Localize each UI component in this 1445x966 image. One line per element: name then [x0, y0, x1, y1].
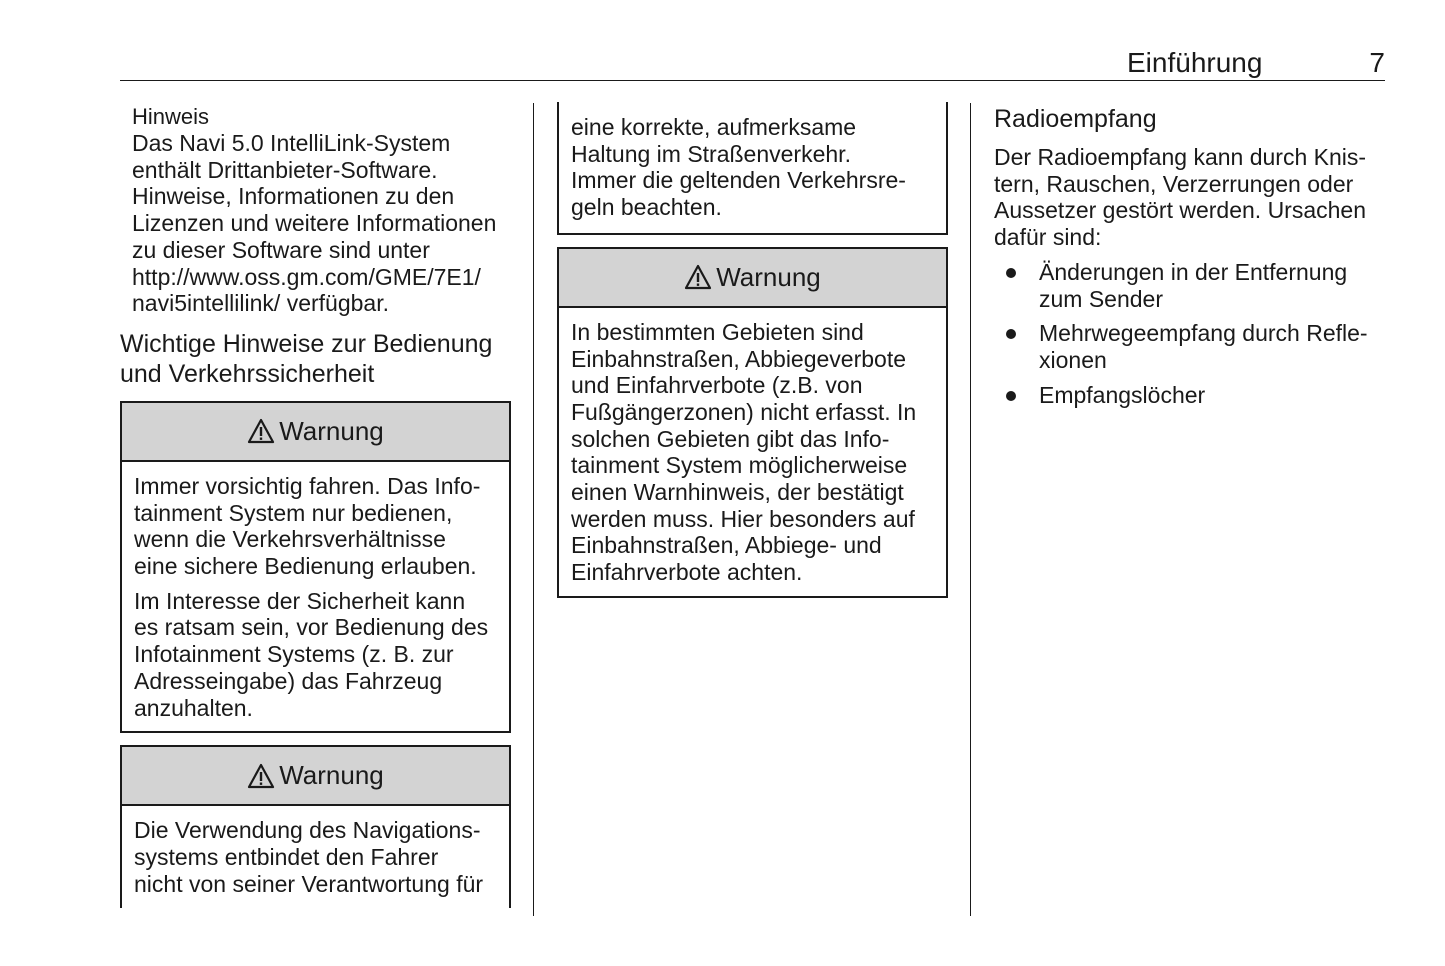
warning-paragraph — [134, 588, 497, 722]
intro-line: tern, Rauschen, Verzerrungen oder — [994, 170, 1354, 197]
warning-line: eine sichere Bedienung erlauben. — [134, 553, 477, 580]
warning-header — [122, 747, 509, 806]
list-item — [994, 382, 1385, 409]
column-3 — [994, 104, 1385, 416]
cause-list — [994, 259, 1385, 409]
warning-line: es ratsam sein, vor Bedienung des — [134, 614, 489, 641]
warning-line: Infotainment Systems (z. B. zur — [134, 641, 454, 668]
warning-body — [559, 308, 946, 596]
bullet-icon — [1006, 268, 1016, 278]
warning-line: Adresseingabe) das Fahrzeug — [134, 667, 443, 694]
warning-line: solchen Gebieten gibt das Info‐ — [571, 425, 890, 452]
warning-line: In bestimmten Gebieten sind — [571, 318, 864, 345]
warning-triangle-icon — [684, 264, 712, 290]
radio-heading: Radioempfang — [994, 105, 1157, 133]
intro-line: Aussetzer gestört werden. Ursachen — [994, 197, 1367, 224]
note-line: navi5intellilink/ verfügbar. — [132, 290, 389, 317]
column-1 — [120, 104, 511, 908]
warning-header — [122, 403, 509, 462]
column-divider-1 — [533, 103, 534, 916]
note-line: Hinweise, Informationen zu den — [132, 183, 455, 210]
bullet-icon — [1006, 391, 1016, 401]
warning-header — [559, 249, 946, 308]
list-item-line: Änderungen in der Entfernung — [1039, 258, 1348, 285]
warning-title: Warnung — [279, 416, 384, 447]
warning-triangle-icon — [247, 763, 275, 789]
warning-box-3 — [557, 247, 948, 598]
page-number: 7 — [1369, 47, 1385, 78]
continued-line: Immer die geltenden Verkehrsre‐ — [571, 167, 906, 194]
section-title: Einführung — [1127, 47, 1263, 78]
note-title: Hinweis — [132, 104, 210, 129]
warning-line: einen Warnhinweis, der bestätigt — [571, 479, 904, 506]
warning-box-continued — [557, 102, 948, 235]
warning-line: Einbahnstraßen, Abbiegeverbote — [571, 345, 907, 372]
warning-line: Immer vorsichtig fahren. Das Info‐ — [134, 472, 481, 499]
note-line: enthält Drittanbieter-Software. — [132, 156, 438, 183]
subheading — [120, 329, 511, 389]
warning-body — [122, 806, 509, 907]
note-block — [120, 104, 511, 317]
note-line: Das Navi 5.0 IntelliLink-System — [132, 130, 451, 156]
list-item — [994, 320, 1385, 373]
warning-line: tainment System möglicherweise — [571, 452, 908, 479]
note-text — [132, 130, 511, 317]
list-item-line: Mehrwegeempfang durch Refle‐ — [1039, 320, 1368, 347]
warning-line: nicht von seiner Verantwortung für — [134, 870, 484, 897]
warning-line: systems entbindet den Fahrer — [134, 843, 439, 870]
warning-line: und Einfahrverbote (z.B. von — [571, 372, 863, 399]
bullet-icon — [1006, 329, 1016, 339]
list-item-line: zum Sender — [1039, 285, 1164, 312]
warning-title: Warnung — [279, 760, 384, 791]
warning-box-1 — [120, 401, 511, 733]
note-link-line[interactable]: http://www.oss.gm.com/GME/7E1/ — [132, 263, 481, 290]
warning-triangle-icon — [247, 418, 275, 444]
warning-box-2 — [120, 745, 511, 908]
subheading-line: Wichtige Hinweise zur Bedienung — [120, 329, 493, 358]
warning-line: Einfahrverbote achten. — [571, 559, 803, 586]
warning-paragraph — [134, 473, 497, 580]
radio-intro — [994, 144, 1385, 251]
warning-body — [122, 462, 509, 731]
warning-line: Einbahnstraßen, Abbiege- und — [571, 532, 882, 559]
column-2 — [557, 102, 948, 598]
note-line: Lizenzen und weitere Informationen — [132, 210, 497, 237]
column-divider-2 — [970, 103, 971, 916]
list-item — [994, 259, 1385, 312]
warning-line: Im Interesse der Sicherheit kann — [134, 587, 466, 614]
warning-line: tainment System nur bedienen, — [134, 499, 453, 526]
list-item-line: Empfangslöcher — [1039, 381, 1206, 408]
continued-line: geln beachten. — [571, 194, 722, 221]
continued-line: Haltung im Straßenverkehr. — [571, 140, 851, 167]
warning-title: Warnung — [716, 261, 821, 292]
warning-line: Fußgängerzonen) nicht erfasst. In — [571, 398, 917, 425]
continued-line: eine korrekte, aufmerksame — [571, 114, 857, 140]
intro-line: Der Radioempfang kann durch Knis‐ — [994, 144, 1367, 170]
warning-line: wenn die Verkehrsverhältnisse — [134, 526, 446, 553]
warning-line: anzuhalten. — [134, 694, 253, 721]
note-line: zu dieser Software sind unter — [132, 236, 430, 263]
subheading-line: und Verkehrssicherheit — [120, 359, 375, 388]
intro-line: dafür sind: — [994, 224, 1102, 251]
header-rule — [120, 80, 1385, 81]
warning-line: werden muss. Hier besonders auf — [571, 505, 915, 532]
list-item-line: xionen — [1039, 346, 1107, 373]
warning-line: Die Verwendung des Navigations‐ — [134, 817, 481, 844]
